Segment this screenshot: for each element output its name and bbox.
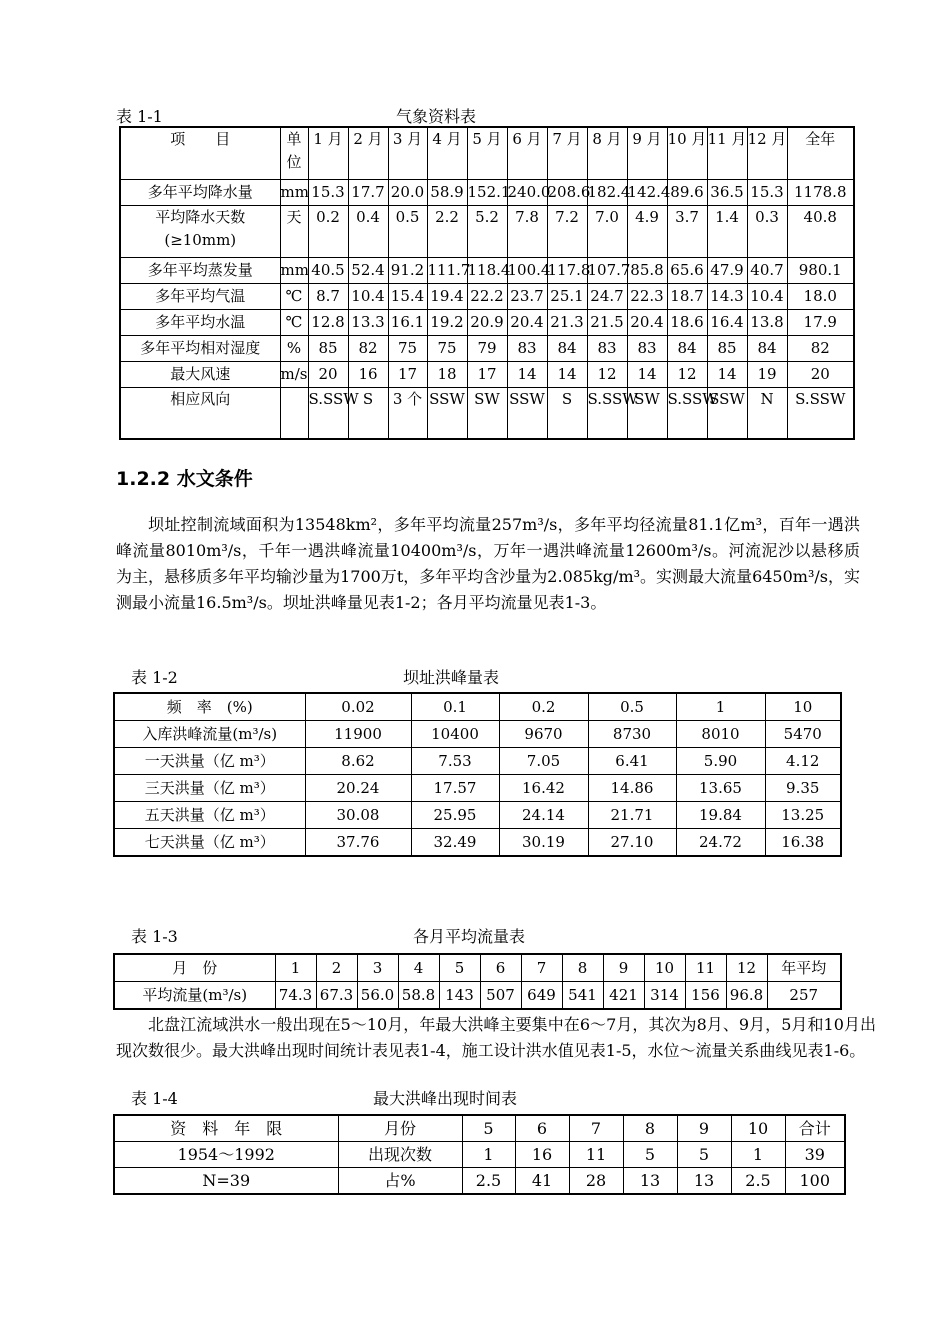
table1-row [120, 309, 854, 335]
data-cell: 15.3 [747, 179, 787, 205]
header-cell: 0.02 [305, 693, 411, 721]
row-label-cell: 多年平均水温 [120, 309, 280, 335]
data-cell: 56.0 [357, 982, 398, 1010]
header-cell: 11 月 [707, 127, 747, 179]
data-cell: 21.3 [547, 309, 587, 335]
data-cell: 143 [439, 982, 480, 1010]
data-cell: 2.2 [427, 205, 467, 257]
row-label-cell: 相应风向 [120, 387, 280, 439]
data-cell: 8730 [588, 721, 676, 748]
data-cell: 107.7 [587, 257, 627, 283]
data-cell: 314 [644, 982, 685, 1010]
data-cell: mm [280, 257, 308, 283]
data-cell: 40.8 [787, 205, 854, 257]
data-cell: 14 [547, 361, 587, 387]
data-cell: 24.14 [499, 802, 588, 829]
data-cell: 84 [667, 335, 707, 361]
table3-header-row [114, 954, 841, 982]
data-cell: 1.4 [707, 205, 747, 257]
row-label-cell: 入库洪峰流量(m³/s) [114, 721, 305, 748]
data-cell: 8010 [676, 721, 765, 748]
data-cell: 421 [603, 982, 644, 1010]
row-label-cell: 多年平均气温 [120, 283, 280, 309]
header-cell: 8 月 [587, 127, 627, 179]
data-cell: 0.4 [348, 205, 388, 257]
table2-row [114, 829, 841, 857]
data-cell: 0.2 [308, 205, 348, 257]
data-cell: 85 [308, 335, 348, 361]
data-cell: 1 [731, 1142, 785, 1168]
header-cell: 月份 [338, 1115, 462, 1142]
header-cell: 合计 [785, 1115, 845, 1142]
data-cell: 8.62 [305, 748, 411, 775]
data-cell: 10400 [411, 721, 499, 748]
data-cell: 14.86 [588, 775, 676, 802]
data-cell: S [547, 387, 587, 439]
table1-row [120, 257, 854, 283]
data-cell: 65.6 [667, 257, 707, 283]
header-cell: 9 [603, 954, 644, 982]
max-flood-time-table [113, 1114, 846, 1195]
data-cell: 20.4 [507, 309, 547, 335]
row-label-cell: 一天洪量（亿 m³） [114, 748, 305, 775]
header-cell: 7 月 [547, 127, 587, 179]
header-cell: 3 [357, 954, 398, 982]
monthly-flow-table [113, 953, 842, 1010]
data-cell: 10.4 [747, 283, 787, 309]
header-cell: 2 [316, 954, 357, 982]
data-cell: 52.4 [348, 257, 388, 283]
data-cell: 14.3 [707, 283, 747, 309]
data-cell: 5.2 [467, 205, 507, 257]
header-cell: 0.5 [588, 693, 676, 721]
header-cell: 单位 [280, 127, 308, 179]
row-label-cell: 七天洪量（亿 m³） [114, 829, 305, 857]
data-cell: 13.3 [348, 309, 388, 335]
data-cell: 16.4 [707, 309, 747, 335]
row-label-cell: N=39 [114, 1168, 338, 1195]
data-cell: ℃ [280, 283, 308, 309]
data-cell: SSW [427, 387, 467, 439]
header-cell: 5 月 [467, 127, 507, 179]
data-cell: 84 [747, 335, 787, 361]
data-cell: 16.1 [388, 309, 427, 335]
header-cell: 5 [439, 954, 480, 982]
header-cell: 0.2 [499, 693, 588, 721]
row-label-cell: 平均流量(m³/s) [114, 982, 275, 1010]
header-cell: 8 [562, 954, 603, 982]
data-cell: 100.4 [507, 257, 547, 283]
table2-label: 表 1-2 [131, 668, 178, 687]
data-cell: 14 [507, 361, 547, 387]
data-cell: 20.9 [467, 309, 507, 335]
data-cell: 84 [547, 335, 587, 361]
data-cell: 20.24 [305, 775, 411, 802]
data-cell: 22.2 [467, 283, 507, 309]
data-cell: 14 [627, 361, 667, 387]
data-cell: 89.6 [667, 179, 707, 205]
data-cell: S.SSW [308, 387, 348, 439]
data-cell: 156 [685, 982, 726, 1010]
data-cell: 30.19 [499, 829, 588, 857]
data-cell: 21.5 [587, 309, 627, 335]
data-cell: S.SSW [667, 387, 707, 439]
header-cell: 7 [569, 1115, 623, 1142]
data-cell: 24.7 [587, 283, 627, 309]
data-cell: 25.1 [547, 283, 587, 309]
data-cell: 15.4 [388, 283, 427, 309]
header-cell: 2 月 [348, 127, 388, 179]
header-cell: 6 [515, 1115, 569, 1142]
table2-title: 坝址洪峰量表 [403, 668, 500, 687]
table1-header-row [120, 127, 854, 179]
data-cell: 40.5 [308, 257, 348, 283]
header-cell: 10 [765, 693, 841, 721]
header-cell: 4 [398, 954, 439, 982]
data-cell: 7.2 [547, 205, 587, 257]
data-cell: 74.3 [275, 982, 316, 1010]
data-cell: 16.42 [499, 775, 588, 802]
data-cell: 85.8 [627, 257, 667, 283]
table1-row [120, 205, 854, 257]
row-label-cell: 五天洪量（亿 m³） [114, 802, 305, 829]
header-cell: 10 [644, 954, 685, 982]
data-cell: 4.12 [765, 748, 841, 775]
data-cell: SSW [507, 387, 547, 439]
data-cell: 20.0 [388, 179, 427, 205]
data-cell: 3.7 [667, 205, 707, 257]
table1-label: 表 1-1 [116, 107, 163, 126]
table4-label: 表 1-4 [131, 1089, 178, 1108]
data-cell: 47.9 [707, 257, 747, 283]
data-cell: 9670 [499, 721, 588, 748]
data-cell: 17.9 [787, 309, 854, 335]
data-cell [280, 387, 308, 439]
data-cell: m/s [280, 361, 308, 387]
data-cell: SW [467, 387, 507, 439]
data-cell: 18 [427, 361, 467, 387]
section-paragraph-2: 北盘江流域洪水一般出现在5～10月，年最大洪峰主要集中在6～7月，其次为8月、9月，5月和10月出现次数很少。最大洪峰出现时间统计表见表1-4，施工设计洪水值见表1-5，水位～流量关系曲线见表1-6。 [116, 1015, 876, 1060]
data-cell: 240.0 [507, 179, 547, 205]
data-cell: N [747, 387, 787, 439]
data-cell: 5470 [765, 721, 841, 748]
header-cell: 8 [623, 1115, 677, 1142]
data-cell: 12 [587, 361, 627, 387]
data-cell: 18.6 [667, 309, 707, 335]
data-cell: S.SSW [787, 387, 854, 439]
data-cell: 58.8 [398, 982, 439, 1010]
data-cell: 257 [767, 982, 841, 1010]
table4-title: 最大洪峰出现时间表 [373, 1089, 518, 1108]
data-cell: 152.1 [467, 179, 507, 205]
data-cell: 7.8 [507, 205, 547, 257]
weather-data-table [119, 126, 855, 440]
data-cell: 7.53 [411, 748, 499, 775]
data-cell: 118.4 [467, 257, 507, 283]
data-cell: 30.08 [305, 802, 411, 829]
header-cell: 9 月 [627, 127, 667, 179]
data-cell: 13.65 [676, 775, 765, 802]
data-cell: S [348, 387, 388, 439]
data-cell: 20 [787, 361, 854, 387]
row-label-cell: 三天洪量（亿 m³） [114, 775, 305, 802]
header-cell: 6 月 [507, 127, 547, 179]
data-cell: 23.7 [507, 283, 547, 309]
header-cell: 4 月 [427, 127, 467, 179]
table3-row [114, 982, 841, 1010]
data-cell: 2.5 [731, 1168, 785, 1195]
data-cell: 20.4 [627, 309, 667, 335]
data-cell: 18.7 [667, 283, 707, 309]
header-cell: 资 料 年 限 [114, 1115, 338, 1142]
table2-row [114, 775, 841, 802]
table4-row [114, 1142, 845, 1168]
data-cell: 39 [785, 1142, 845, 1168]
data-cell: 7.0 [587, 205, 627, 257]
table1-row [120, 179, 854, 205]
data-cell: 18.0 [787, 283, 854, 309]
data-cell: 10.4 [348, 283, 388, 309]
data-cell: 25.95 [411, 802, 499, 829]
data-cell: ℃ [280, 309, 308, 335]
header-cell: 年平均 [767, 954, 841, 982]
header-cell: 11 [685, 954, 726, 982]
table2-row [114, 721, 841, 748]
table2-row [114, 802, 841, 829]
header-cell: 1 [275, 954, 316, 982]
row-label-cell: 多年平均蒸发量 [120, 257, 280, 283]
data-cell: 5 [623, 1142, 677, 1168]
row-label-cell: 1954～1992 [114, 1142, 338, 1168]
data-cell: 11900 [305, 721, 411, 748]
section-paragraph-1: 坝址控制流域面积为13548km²，多年平均流量257m³/s，多年平均径流量81.1亿m³，百年一遇洪峰流量8010m³/s，千年一遇洪峰流量10400m³/s，万年一遇洪峰流量12600m³/s。河流泥沙以悬移质为主，悬移质多年平均输沙量为1700万t，多年平均含沙量为2.085kg/m³。实测最大流量6450m³/s，实测最小流量16.5m³/s。坝址洪峰量见表1-2；各月平均流量见表1-3。 [116, 515, 860, 612]
data-cell: 7.05 [499, 748, 588, 775]
data-cell: 天 [280, 205, 308, 257]
row-label-cell: 最大风速 [120, 361, 280, 387]
data-cell: 75 [388, 335, 427, 361]
header-cell: 5 [462, 1115, 515, 1142]
data-cell: SW [627, 387, 667, 439]
data-cell: 5.90 [676, 748, 765, 775]
data-cell: 40.7 [747, 257, 787, 283]
header-cell: 10 [731, 1115, 785, 1142]
data-cell: 208.6 [547, 179, 587, 205]
header-cell: 7 [521, 954, 562, 982]
data-cell: 82 [787, 335, 854, 361]
data-cell: 541 [562, 982, 603, 1010]
data-cell: 17.7 [348, 179, 388, 205]
data-cell: 980.1 [787, 257, 854, 283]
data-cell: 12.8 [308, 309, 348, 335]
data-cell: 100 [785, 1168, 845, 1195]
data-cell: 28 [569, 1168, 623, 1195]
header-cell: 1 [676, 693, 765, 721]
data-cell: 6.41 [588, 748, 676, 775]
data-cell: 111.7 [427, 257, 467, 283]
data-cell: 0.5 [388, 205, 427, 257]
data-cell: 117.8 [547, 257, 587, 283]
data-cell: 13.25 [765, 802, 841, 829]
data-cell: 17 [467, 361, 507, 387]
data-cell: 507 [480, 982, 521, 1010]
data-cell: 24.72 [676, 829, 765, 857]
table3-title: 各月平均流量表 [413, 927, 526, 946]
data-cell: 15.3 [308, 179, 348, 205]
header-cell: 频 率 (%) [114, 693, 305, 721]
header-cell: 12 月 [747, 127, 787, 179]
data-cell: mm [280, 179, 308, 205]
data-cell: 1 [462, 1142, 515, 1168]
data-cell: 16 [515, 1142, 569, 1168]
data-cell: 13.8 [747, 309, 787, 335]
data-cell: 8.7 [308, 283, 348, 309]
data-cell: 19.2 [427, 309, 467, 335]
table4-row [114, 1168, 845, 1195]
row-label-cell: 平均降水天数(≥10mm) [120, 205, 280, 257]
data-cell: 19.84 [676, 802, 765, 829]
section-heading: 1.2.2 水文条件 [116, 468, 253, 490]
data-cell: 75 [427, 335, 467, 361]
data-cell: 22.3 [627, 283, 667, 309]
data-cell: 85 [707, 335, 747, 361]
data-cell: 1178.8 [787, 179, 854, 205]
data-cell: 20 [308, 361, 348, 387]
table2-row [114, 748, 841, 775]
data-cell: 182.4 [587, 179, 627, 205]
data-cell: 83 [507, 335, 547, 361]
header-cell: 0.1 [411, 693, 499, 721]
data-cell: 36.5 [707, 179, 747, 205]
data-cell: 19.4 [427, 283, 467, 309]
data-cell: 17.57 [411, 775, 499, 802]
data-cell: 67.3 [316, 982, 357, 1010]
table2-header-row [114, 693, 841, 721]
data-cell: 14 [707, 361, 747, 387]
data-cell: 96.8 [726, 982, 767, 1010]
data-cell: 9.35 [765, 775, 841, 802]
data-cell: 32.49 [411, 829, 499, 857]
header-cell: 3 月 [388, 127, 427, 179]
data-cell: SSW [707, 387, 747, 439]
data-cell: 21.71 [588, 802, 676, 829]
data-cell: % [280, 335, 308, 361]
table1-title: 气象资料表 [396, 107, 477, 126]
data-cell: 83 [627, 335, 667, 361]
data-cell: 142.4 [627, 179, 667, 205]
row-label-cell: 多年平均降水量 [120, 179, 280, 205]
data-cell: 41 [515, 1168, 569, 1195]
header-cell: 9 [677, 1115, 731, 1142]
data-cell: 2.5 [462, 1168, 515, 1195]
data-cell: 4.9 [627, 205, 667, 257]
data-cell: 13 [623, 1168, 677, 1195]
data-cell: 0.3 [747, 205, 787, 257]
data-cell: 58.9 [427, 179, 467, 205]
data-cell: 11 [569, 1142, 623, 1168]
data-cell: 27.10 [588, 829, 676, 857]
data-cell: 91.2 [388, 257, 427, 283]
header-cell: 6 [480, 954, 521, 982]
table3-label: 表 1-3 [131, 927, 178, 946]
table4-header-row [114, 1115, 845, 1142]
data-cell: 37.76 [305, 829, 411, 857]
header-cell: 1 月 [308, 127, 348, 179]
data-cell: S.SSW [587, 387, 627, 439]
data-cell: 79 [467, 335, 507, 361]
data-cell: 82 [348, 335, 388, 361]
flood-peak-table [113, 692, 842, 857]
data-cell: 19 [747, 361, 787, 387]
data-cell: 13 [677, 1168, 731, 1195]
header-cell: 12 [726, 954, 767, 982]
table1-row [120, 283, 854, 309]
data-cell: 649 [521, 982, 562, 1010]
data-cell: 12 [667, 361, 707, 387]
table1-row [120, 335, 854, 361]
data-cell: 出现次数 [338, 1142, 462, 1168]
data-cell: 16.38 [765, 829, 841, 857]
header-cell: 全年 [787, 127, 854, 179]
table1-row [120, 387, 854, 439]
header-cell: 项 目 [120, 127, 280, 179]
header-cell: 10 月 [667, 127, 707, 179]
row-label-cell: 多年平均相对湿度 [120, 335, 280, 361]
data-cell: 17 [388, 361, 427, 387]
data-cell: 3 个 [388, 387, 427, 439]
data-cell: 占% [338, 1168, 462, 1195]
header-cell: 月 份 [114, 954, 275, 982]
data-cell: 83 [587, 335, 627, 361]
table1-row [120, 361, 854, 387]
data-cell: 16 [348, 361, 388, 387]
data-cell: 5 [677, 1142, 731, 1168]
